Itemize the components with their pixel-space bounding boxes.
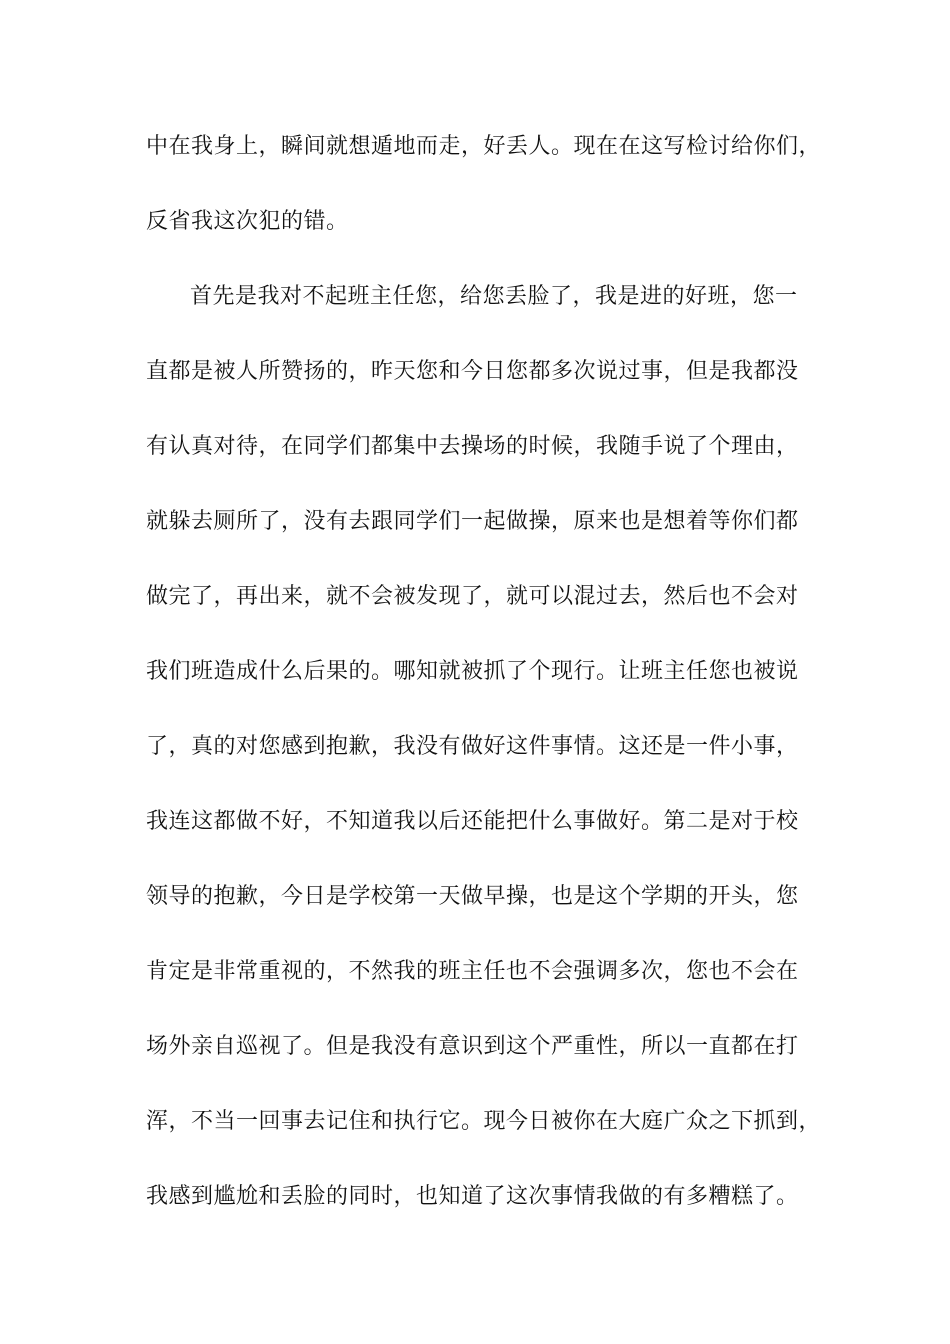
text-line: 了，真的对您感到抱歉，我没有做好这件事情。这还是一件小事， xyxy=(146,734,799,759)
text-line: 我感到尴尬和丢脸的同时，也知道了这次事情我做的有多糟糕了。 xyxy=(146,1184,799,1209)
text-line: 直都是被人所赞扬的，昨天您和今日您都多次说过事，但是我都没 xyxy=(146,359,799,384)
text-line: 肯定是非常重视的，不然我的班主任也不会强调多次，您也不会在 xyxy=(146,959,799,984)
text-line: 我们班造成什么后果的。哪知就被抓了个现行。让班主任您也被说 xyxy=(146,659,799,684)
text-line: 浑，不当一回事去记住和执行它。现今日被你在大庭广众之下抓到， xyxy=(146,1109,822,1134)
text-line: 有认真对待，在同学们都集中去操场的时候，我随手说了个理由， xyxy=(146,434,799,459)
text-line: 反省我这次犯的错。 xyxy=(146,209,349,234)
text-line: 场外亲自巡视了。但是我没有意识到这个严重性，所以一直都在打 xyxy=(146,1034,799,1059)
text-line: 做完了，再出来，就不会被发现了，就可以混过去，然后也不会对 xyxy=(146,584,799,609)
text-line: 我连这都做不好，不知道我以后还能把什么事做好。第二是对于校 xyxy=(146,809,799,834)
paragraph-first-line: 首先是我对不起班主任您，给您丢脸了，我是进的好班，您一 xyxy=(190,284,798,309)
text-line: 领导的抱歉，今日是学校第一天做早操，也是这个学期的开头，您 xyxy=(146,884,799,909)
text-line: 就躲去厕所了，没有去跟同学们一起做操，原来也是想着等你们都 xyxy=(146,509,799,534)
text-line: 中在我身上，瞬间就想遁地而走，好丢人。现在在这写检讨给你们， xyxy=(146,134,822,159)
